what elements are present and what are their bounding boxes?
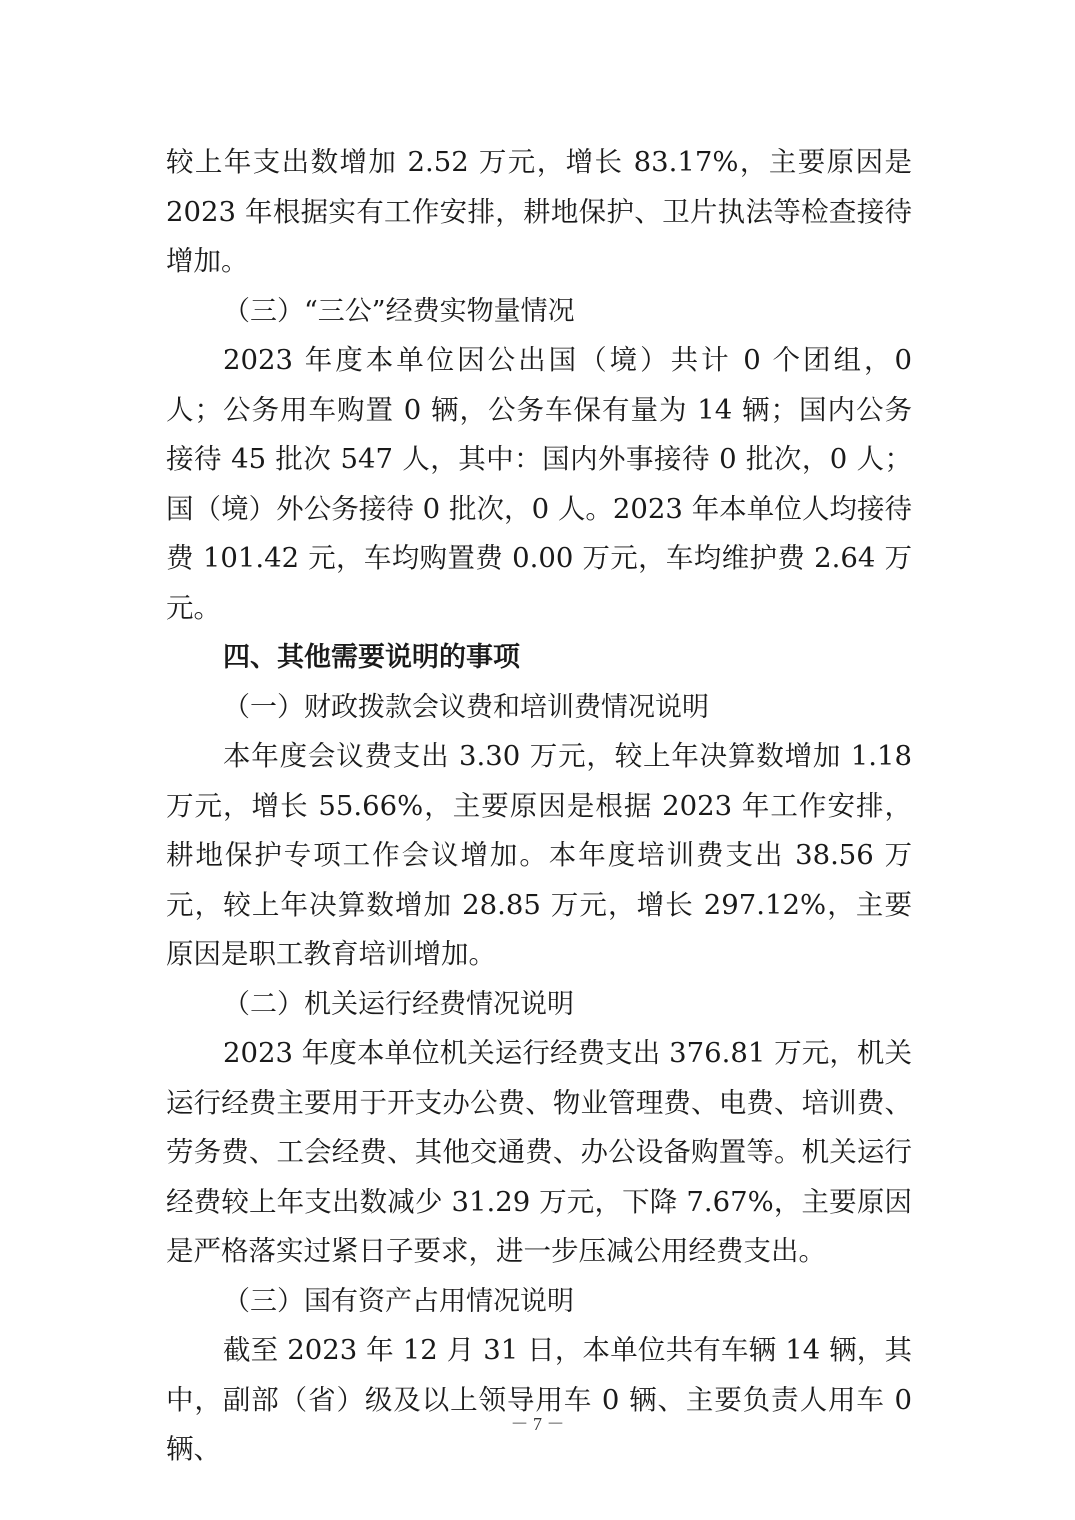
paragraph-operating-expenses: 2023 年度本单位机关运行经费支出 376.81 万元，机关运行经费主要用于开支办公费、物业管理费、电费、培训费、劳务费、工会经费、其他交通费、办公设备购置等。机关运行经费较上年支出数减少 31.29 万元，下降 7.67%，主要原因是严格落实过紧日子要求，进一步压减公用经费支出。 bbox=[166, 1037, 912, 1267]
heading-state-assets: （三）国有资产占用情况说明 bbox=[223, 1285, 574, 1317]
paragraph-state-assets: 截至 2023 年 12 月 31 日，本单位共有车辆 14 辆，其中，副部（省）级及以上领导用车 0 辆、主要负责人用车 0 辆、 bbox=[166, 1334, 912, 1465]
heading-meeting-training-fees: （一）财政拨款会议费和培训费情况说明 bbox=[223, 691, 709, 723]
heading-operating-expenses: （二）机关运行经费情况说明 bbox=[223, 988, 574, 1020]
heading-san-gong-quantity: （三）“三公”经费实物量情况 bbox=[223, 295, 575, 327]
document-body bbox=[166, 138, 912, 1475]
paragraph-reception-increase: 较上年支出数增加 2.52 万元，增长 83.17%，主要原因是 2023 年根据实有工作安排，耕地保护、卫片执法等检查接待增加。 bbox=[166, 146, 912, 277]
page-number: － 7 － bbox=[510, 1414, 565, 1434]
heading-other-matters: 四、其他需要说明的事项 bbox=[223, 642, 520, 673]
paragraph-san-gong-quantity: 2023 年度本单位因公出国（境）共计 0 个团组，0 人；公务用车购置 0 辆，公务车保有量为 14 辆；国内公务接待 45 批次 547 人，其中：国内外事接待 0 批次，0 人；国（境）外公务接待 0 批次，0 人。2023 年本单位人均接待费 101.42 元，车均购置费 0.00 万元，车均维护费 2.64 万元。 bbox=[166, 344, 912, 624]
paragraph-meeting-training-fees: 本年度会议费支出 3.30 万元，较上年决算数增加 1.18 万元，增长 55.66%，主要原因是根据 2023 年工作安排，耕地保护专项工作会议增加。本年度培训费支出 38.56 万元，较上年决算数增加 28.85 万元，增长 297.12%，主要原因是职工教育培训增加。 bbox=[166, 740, 912, 970]
